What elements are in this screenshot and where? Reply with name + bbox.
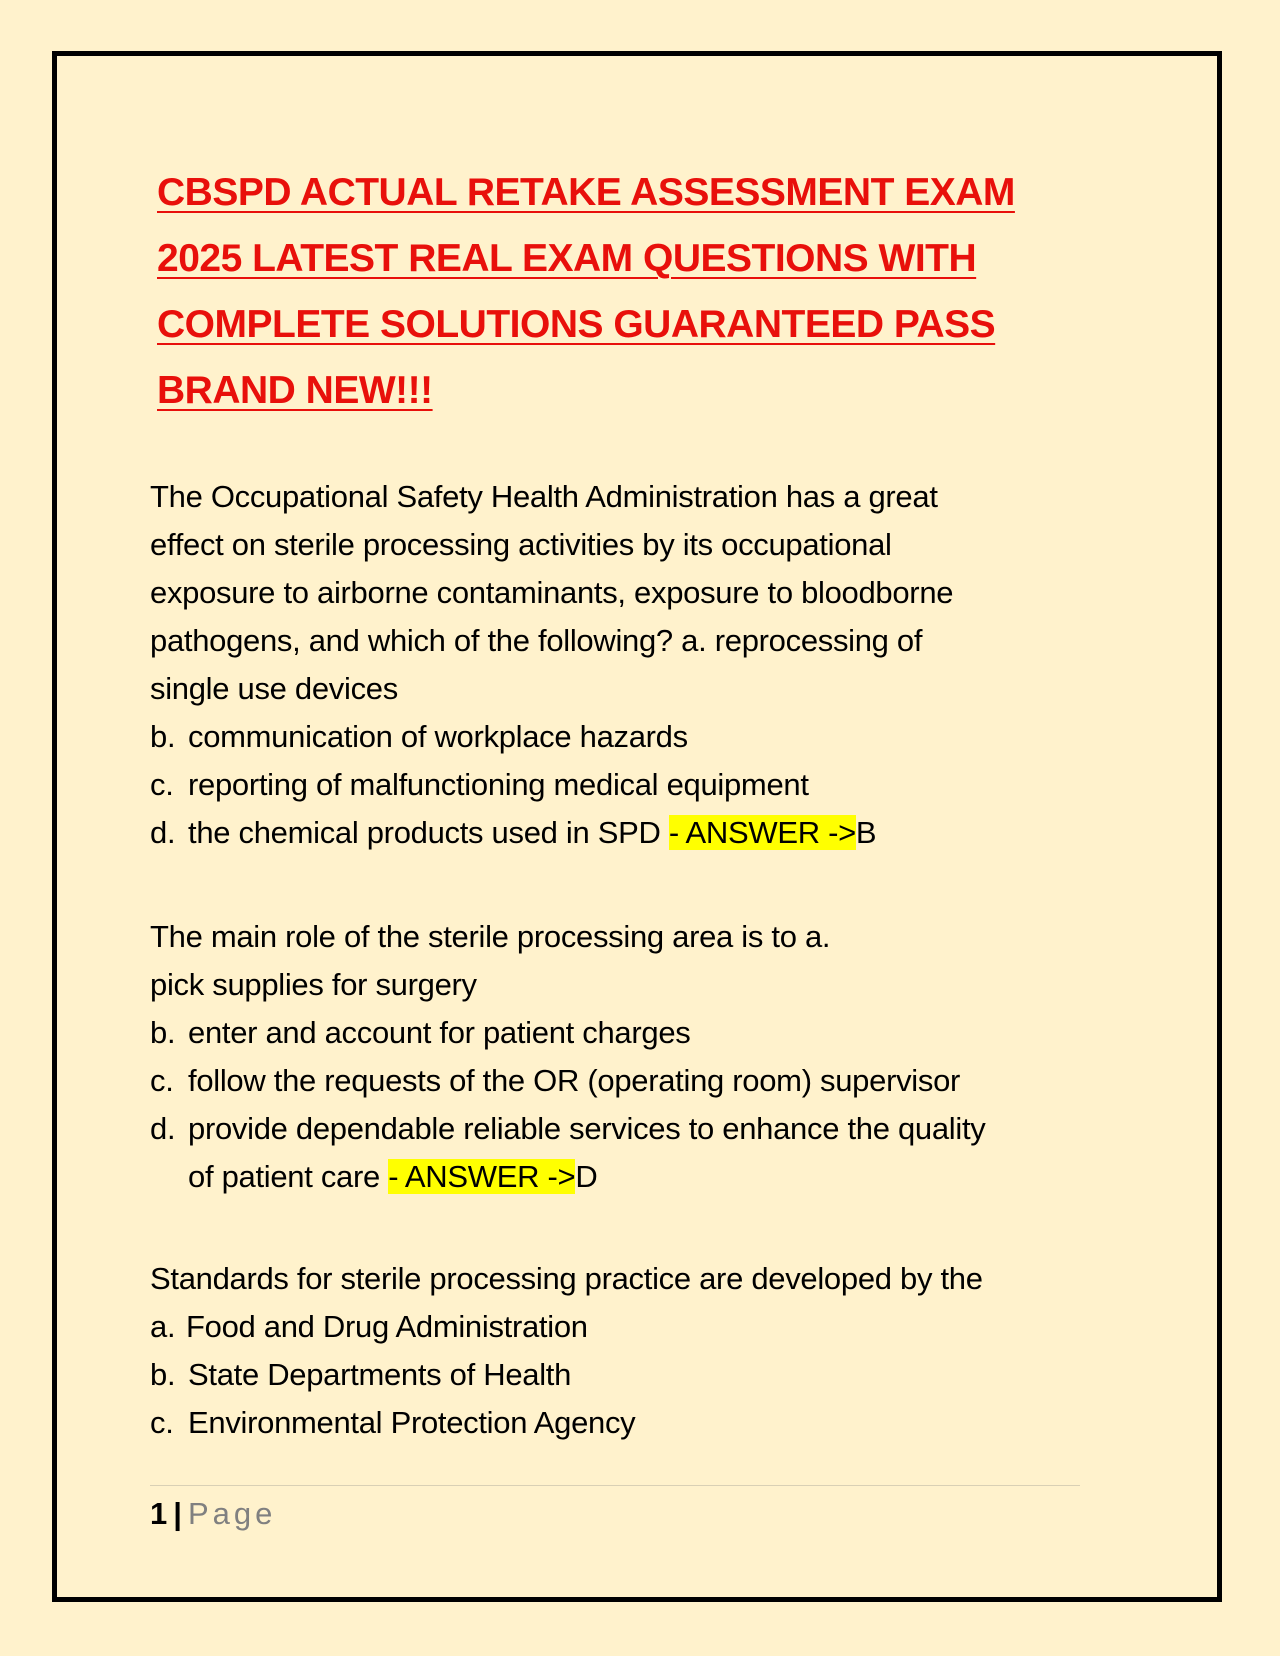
option-letter: c. — [150, 1063, 174, 1098]
answer-option — [150, 761, 1110, 809]
option-text: communication of workplace hazards — [188, 719, 688, 754]
option-text: Food and Drug Administration — [186, 1309, 588, 1344]
document-title — [157, 160, 1097, 424]
question-1 — [150, 473, 1110, 857]
option-letter: b. — [150, 719, 176, 754]
option-text: State Departments of Health — [188, 1357, 572, 1392]
answer-value: B — [855, 815, 877, 850]
title-line: BRAND NEW!!! — [157, 369, 433, 412]
option-text-with-answer — [188, 809, 876, 857]
question-stem-line: The Occupational Safety Health Administration has a great — [150, 479, 938, 514]
option-letter: c. — [150, 1405, 174, 1440]
answer-option — [150, 713, 1110, 761]
answer-marker: - ANSWER -> — [668, 815, 856, 850]
question-stem-line: effect on sterile processing activities by its occupational — [150, 527, 892, 562]
option-letter: b. — [150, 1015, 176, 1050]
answer-option — [150, 1105, 1110, 1153]
option-letter: a. — [150, 1309, 176, 1344]
question-stem-line: The main role of the sterile processing area is to a. — [150, 919, 831, 954]
option-letter: b. — [150, 1357, 176, 1392]
answer-option — [150, 1399, 1110, 1447]
title-line: CBSPD ACTUAL RETAKE ASSESSMENT EXAM — [157, 171, 1015, 214]
option-text: follow the requests of the OR (operating room) supervisor — [188, 1063, 961, 1098]
question-stem-line: exposure to airborne contaminants, exposure to bloodborne — [150, 575, 954, 610]
answer-option — [150, 1351, 1110, 1399]
question-stem-line: pick supplies for surgery — [150, 967, 477, 1002]
title-line: 2025 LATEST REAL EXAM QUESTIONS WITH — [157, 237, 977, 280]
question-3 — [150, 1255, 1110, 1447]
option-letter: d. — [150, 1111, 176, 1146]
footer-separator: | — [173, 1496, 182, 1531]
answer-value: D — [575, 1159, 598, 1194]
answer-option — [150, 1057, 1110, 1105]
footer-divider — [150, 1485, 1080, 1486]
option-text: Environmental Protection Agency — [188, 1405, 636, 1440]
option-text: enter and account for patient charges — [188, 1015, 691, 1050]
answer-marker: - ANSWER -> — [388, 1159, 576, 1194]
page-footer — [150, 1494, 276, 1534]
option-letter: d. — [150, 815, 176, 850]
page-label: Page — [187, 1496, 277, 1531]
answer-option — [150, 809, 1110, 857]
question-2 — [150, 913, 1110, 1201]
answer-option — [150, 1303, 1110, 1351]
title-line: COMPLETE SOLUTIONS GUARANTEED PASS — [157, 303, 996, 346]
option-text: the chemical products used in SPD — [188, 815, 669, 850]
page-number: 1 — [150, 1496, 168, 1531]
question-stem-line: pathogens, and which of the following? a. reprocessing of — [150, 623, 923, 658]
continuation-text: of patient care — [188, 1159, 389, 1194]
option-letter: c. — [150, 767, 174, 802]
option-text: reporting of malfunctioning medical equipment — [188, 767, 809, 802]
answer-option — [150, 1009, 1110, 1057]
question-stem-line: single use devices — [150, 671, 398, 706]
option-continuation — [150, 1153, 1110, 1201]
question-stem-line: Standards for sterile processing practice are developed by the — [150, 1261, 983, 1296]
option-text: provide dependable reliable services to enhance the quality — [188, 1111, 986, 1146]
